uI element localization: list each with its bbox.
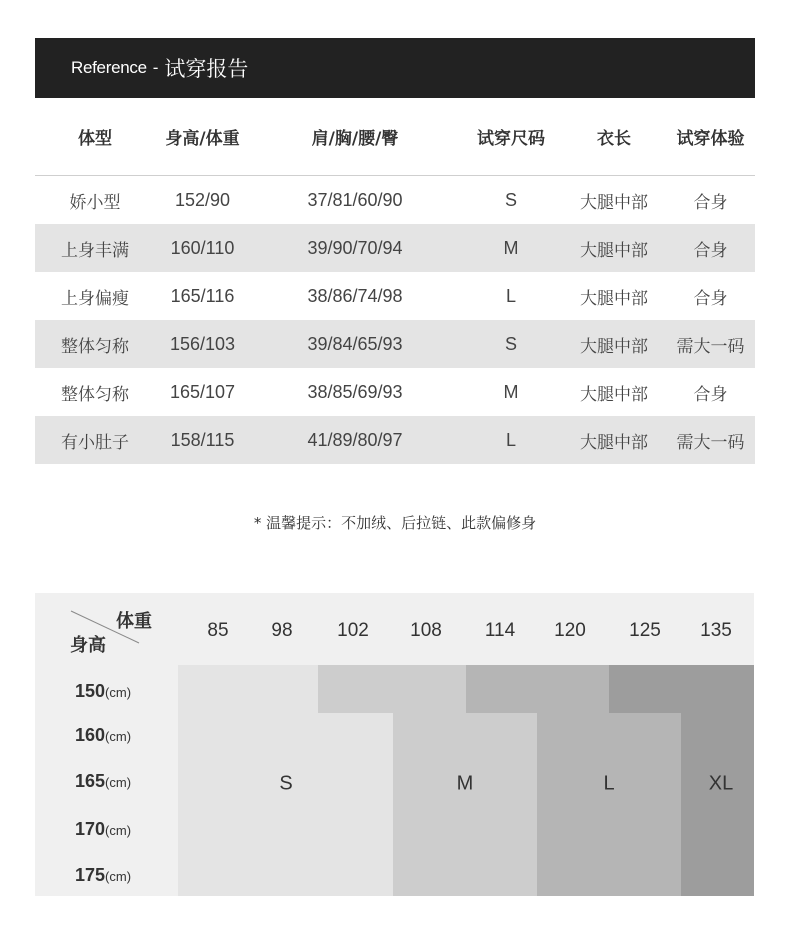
header-separator: - [152, 58, 159, 77]
table-cell: 38/85/69/93 [307, 381, 403, 402]
table-cell: M [503, 381, 519, 402]
height-label [75, 681, 131, 702]
col-experience: 试穿体验 [676, 129, 745, 149]
try-on-table [35, 98, 755, 464]
table-cell: 156/103 [169, 333, 236, 354]
height-unit: (cm) [105, 775, 132, 790]
height-unit: (cm) [105, 685, 132, 700]
height-unit: (cm) [105, 823, 132, 838]
size-label-xl: XL [708, 772, 734, 795]
col-length: 衣长 [597, 129, 631, 149]
tip-note: * 温馨提示：不加绒、后拉链、此款偏修身 [253, 514, 537, 532]
report-header [35, 38, 755, 98]
table-cell: 大腿中部 [580, 336, 648, 357]
corner-height-label: 身高 [70, 635, 106, 656]
table-cell: 大腿中部 [580, 288, 648, 309]
height-value: 150 [75, 681, 106, 701]
weight-tick: 98 [271, 620, 293, 641]
table-cell: 152/90 [174, 189, 231, 210]
size-label-l: L [603, 772, 615, 795]
table-row [35, 416, 755, 464]
table-cell: L [505, 429, 516, 450]
weight-tick: 108 [410, 620, 442, 641]
size-label-s: S [279, 772, 293, 795]
table-cell: 大腿中部 [580, 192, 648, 213]
table-cell: 大腿中部 [580, 432, 648, 453]
table-cell: 39/84/65/93 [307, 333, 403, 354]
col-height-weight: 身高/体重 [165, 129, 240, 149]
table-cell: S [504, 333, 517, 354]
table-cell: 大腿中部 [580, 384, 648, 405]
table-row [35, 320, 755, 368]
col-measurements: 肩/胸/腰/臀 [311, 129, 399, 149]
height-label [75, 725, 131, 746]
table-cell: 39/90/70/94 [307, 237, 403, 258]
table-cell: 165/116 [170, 285, 235, 306]
table-cell: 整体匀称 [61, 336, 129, 357]
table-row [35, 176, 755, 224]
height-label [75, 865, 131, 886]
table-cell: 娇小型 [69, 192, 121, 213]
table-cell: M [503, 237, 519, 258]
table-cell: 需大一码 [676, 336, 745, 357]
table-row [35, 224, 755, 272]
corner-weight-label: 体重 [116, 611, 152, 632]
table-cell: 整体匀称 [61, 384, 129, 405]
table-cell: 165/107 [169, 381, 236, 402]
weight-tick: 125 [629, 620, 661, 641]
weight-tick: 85 [207, 620, 229, 641]
table-row [35, 368, 755, 416]
header-title: 试穿报告 [164, 57, 249, 81]
height-value: 170 [75, 819, 106, 839]
table-cell: 37/81/60/90 [307, 189, 403, 210]
table-cell: S [504, 189, 517, 210]
table-cell: 160/110 [170, 237, 235, 258]
table-cell: 合身 [693, 384, 728, 405]
col-body-type: 体型 [78, 129, 112, 149]
table-cell: 合身 [693, 192, 728, 213]
weight-tick: 120 [554, 620, 586, 641]
size-chart [35, 593, 754, 896]
weight-tick: 114 [484, 620, 516, 641]
table-header-row [35, 98, 755, 176]
size-label-m: M [456, 772, 474, 795]
header-reference: Reference [71, 58, 147, 77]
col-try-size: 试穿尺码 [477, 129, 545, 149]
corner-diagonal [35, 593, 178, 665]
height-unit: (cm) [105, 729, 132, 744]
height-value: 160 [75, 725, 106, 745]
height-value: 175 [75, 865, 106, 885]
weight-tick: 102 [337, 620, 369, 641]
table-cell: 需大一码 [676, 432, 745, 453]
table-cell: 大腿中部 [580, 240, 648, 261]
table-cell: 38/86/74/98 [307, 285, 403, 306]
table-cell: L [505, 285, 516, 306]
table-cell: 有小肚子 [61, 432, 129, 453]
weight-tick: 135 [700, 620, 732, 641]
height-unit: (cm) [105, 869, 132, 884]
table-cell: 合身 [693, 288, 728, 309]
table-cell: 合身 [693, 240, 728, 261]
height-value: 165 [75, 771, 106, 791]
height-label [75, 819, 131, 840]
table-cell: 41/89/80/97 [307, 429, 403, 450]
height-label [75, 771, 131, 792]
table-cell: 158/115 [170, 429, 235, 450]
table-cell: 上身偏瘦 [61, 288, 129, 309]
table-row [35, 272, 755, 320]
table-cell: 上身丰满 [61, 240, 129, 261]
